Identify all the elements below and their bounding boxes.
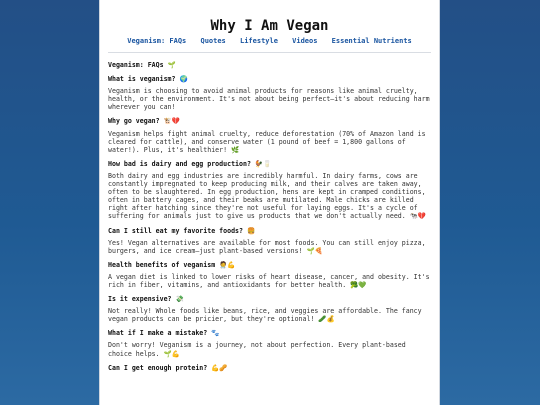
- page-title: Why I Am Vegan: [210, 18, 329, 34]
- faq-question-expensive: Is it expensive? 💸: [108, 295, 184, 304]
- faq-question-favorite-foods: Can I still eat my favorite foods? 🍔: [108, 226, 256, 235]
- faq-answer-why-go-vegan: Veganism helps fight animal cruelty, reduce deforestation (70% of Amazon land is cleared for cattle), and conserve water (1 pound of beef = 1,800 gallons of water!). Plus, it's healthier! 🌿: [108, 129, 426, 154]
- nav-link-quotes[interactable]: Quotes: [200, 37, 226, 45]
- faq-question-dairy-egg: How bad is dairy and egg production? 🐓🥛: [108, 159, 272, 168]
- faq-answer-what-is-veganism: Veganism is choosing to avoid animal products for reasons like animal cruelty, health, or the environment. It's not about being perfect—it's about reducing harm wherever you can!: [108, 87, 430, 112]
- faq-question-what-is-veganism: What is veganism? 🌍: [108, 75, 188, 84]
- site-header: [100, 0, 439, 46]
- nav-link-videos[interactable]: Videos: [292, 37, 318, 45]
- faq-question-why-go-vegan: Why go vegan? 🐮💔: [108, 117, 180, 126]
- faq-answer-expensive: Not really! Whole foods like beans, rice, and veggies are affordable. The fancy vegan products can be pricier, but they're optional! 🥒💰: [108, 307, 422, 324]
- page-container: [99, 0, 440, 405]
- faq-answer-favorite-foods: Yes! Vegan alternatives are available for most foods. You can still enjoy pizza, burgers, and ice cream—just plant-based versions! 🌱🍕: [108, 238, 426, 255]
- faq-question-protein: Can I get enough protein? 💪🥜: [108, 363, 228, 372]
- faq-section: [100, 53, 439, 372]
- faq-question-health-benefits: Health benefits of veganism 🧑‍⚕️💪: [108, 260, 236, 269]
- main-nav: [100, 37, 439, 46]
- faq-answer-dairy-egg: Both dairy and egg industries are incredibly harmful. In dairy farms, cows are constantly impregnated to keep producing milk, and their calves are taken away, often to be slaughtered. In egg production, hens are kept in cramped conditions, often in battery cages, and their beaks are mutilated. Male chicks are killed right after hatching since they're not useful for laying eggs. It's a cycle of suffering for animals just to give us products that we don't actually need. 🐄💔: [108, 171, 427, 221]
- nav-link-lifestyle[interactable]: Lifestyle: [240, 37, 278, 45]
- faq-question-mistake: What if I make a mistake? 🐾: [108, 329, 220, 338]
- nav-link-faqs[interactable]: Veganism: FAQs: [127, 37, 187, 45]
- section-title: Veganism: FAQs 🌱: [108, 61, 176, 69]
- faq-answer-health-benefits: A vegan diet is linked to lower risks of heart disease, cancer, and obesity. It's rich in fiber, vitamins, and antioxidants for better health. 🥦💚: [108, 272, 430, 289]
- faq-answer-mistake: Don't worry! Veganism is a journey, not about perfection. Every plant-based choice helps. 🌱💪: [108, 341, 406, 358]
- nav-link-essential-nutrients[interactable]: Essential Nutrients: [331, 37, 412, 45]
